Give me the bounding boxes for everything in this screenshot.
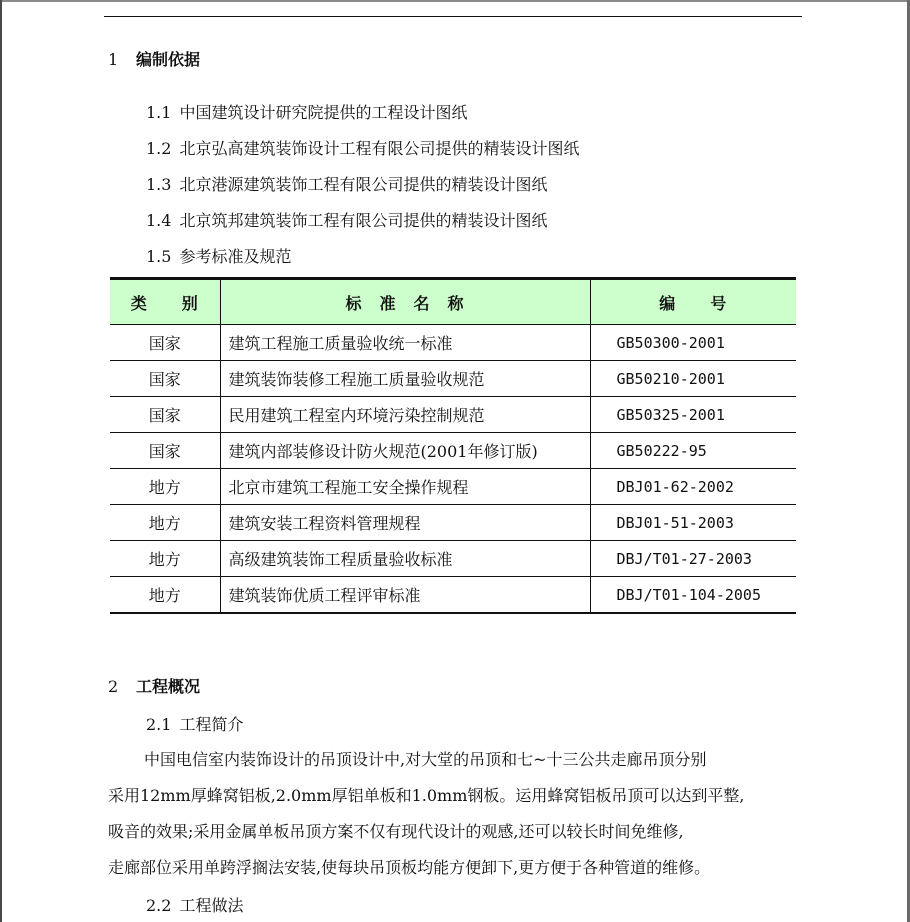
header-rule [104,16,802,17]
cell-standard-name: 建筑工程施工质量验收统一标准 [220,325,590,361]
section-2-title: 工程概况 [136,677,201,696]
standards-table [110,277,796,614]
basis-item-number: 1.2 [146,139,172,158]
basis-item-number: 1.5 [146,247,172,266]
table-row [110,469,796,505]
basis-item-3 [146,172,547,195]
basis-item-text: 北京筑邦建筑装饰工程有限公司提供的精装设计图纸 [179,211,548,230]
paragraph-line: 走廊部位采用单跨浮搁法安装,使每块吊顶板均能方便卸下,更方便于各种管道的维修。 [108,858,711,877]
table-row [110,397,796,433]
cell-standard-name: 高级建筑装饰工程质量验收标准 [220,541,590,577]
subsection-title: 工程做法 [179,896,244,915]
basis-item-5 [146,244,291,267]
basis-item-text: 参考标准及规范 [179,247,292,266]
cell-standard-name: 民用建筑工程室内环境污染控制规范 [220,397,590,433]
table-row [110,577,796,614]
subsection-number: 2.1 [146,715,172,734]
cell-standard-name: 北京市建筑工程施工安全操作规程 [220,469,590,505]
cell-code: DBJ01-62-2002 [590,469,796,505]
section-1-number: 1 [108,50,119,69]
cell-code: GB50325-2001 [590,397,796,433]
section-2-number: 2 [108,677,119,696]
cell-category: 地方 [110,505,220,541]
overview-paragraph [108,742,808,886]
table-row [110,325,796,361]
basis-item-1 [146,100,467,123]
overview-sub-1 [146,712,243,735]
cell-category: 地方 [110,469,220,505]
page-frame-left [0,0,2,922]
page-frame-top [0,0,910,2]
subsection-title: 工程简介 [179,715,244,734]
header-category: 类 别 [110,279,220,325]
cell-category: 国家 [110,361,220,397]
header-code: 编 号 [590,279,796,325]
overview-sub-2 [146,893,243,916]
cell-category: 地方 [110,541,220,577]
basis-item-number: 1.4 [146,211,172,230]
section-2-heading [108,674,200,697]
basis-item-text: 北京弘高建筑装饰设计工程有限公司提供的精装设计图纸 [179,139,580,158]
cell-code: DBJ/T01-104-2005 [590,577,796,614]
cell-standard-name: 建筑装饰装修工程施工质量验收规范 [220,361,590,397]
basis-item-4 [146,208,547,231]
cell-category: 地方 [110,577,220,614]
table-row [110,361,796,397]
subsection-number: 2.2 [146,896,172,915]
cell-code: DBJ01-51-2003 [590,505,796,541]
cell-standard-name: 建筑装饰优质工程评审标准 [220,577,590,614]
table-row [110,433,796,469]
basis-item-text: 北京港源建筑装饰工程有限公司提供的精装设计图纸 [179,175,548,194]
basis-item-number: 1.3 [146,175,172,194]
cell-code: GB50222-95 [590,433,796,469]
cell-code: GB50210-2001 [590,361,796,397]
cell-code: GB50300-2001 [590,325,796,361]
cell-code: DBJ/T01-27-2003 [590,541,796,577]
cell-category: 国家 [110,433,220,469]
cell-category: 国家 [110,325,220,361]
basis-item-text: 中国建筑设计研究院提供的工程设计图纸 [179,103,468,122]
basis-item-number: 1.1 [146,103,172,122]
header-standard-name: 标 准 名 称 [220,279,590,325]
table-header-row [110,279,796,325]
paragraph-line: 中国电信室内装饰设计的吊顶设计中,对大堂的吊顶和七~十三公共走廊吊顶分别 [144,750,707,769]
paragraph-line: 采用12mm厚蜂窝铝板,2.0mm厚铝单板和1.0mm钢板。运用蜂窝铝板吊顶可以达到平整, [108,786,745,805]
section-1-title: 编制依据 [136,50,201,69]
table-row [110,505,796,541]
paragraph-line: 吸音的效果;采用金属单板吊顶方案不仅有现代设计的观感,还可以较长时间免维修, [108,822,684,841]
basis-item-2 [146,136,579,159]
table-row [110,541,796,577]
cell-standard-name: 建筑内部装修设计防火规范(2001年修订版) [220,433,590,469]
cell-category: 国家 [110,397,220,433]
section-1-heading [108,47,200,70]
cell-standard-name: 建筑安装工程资料管理规程 [220,505,590,541]
